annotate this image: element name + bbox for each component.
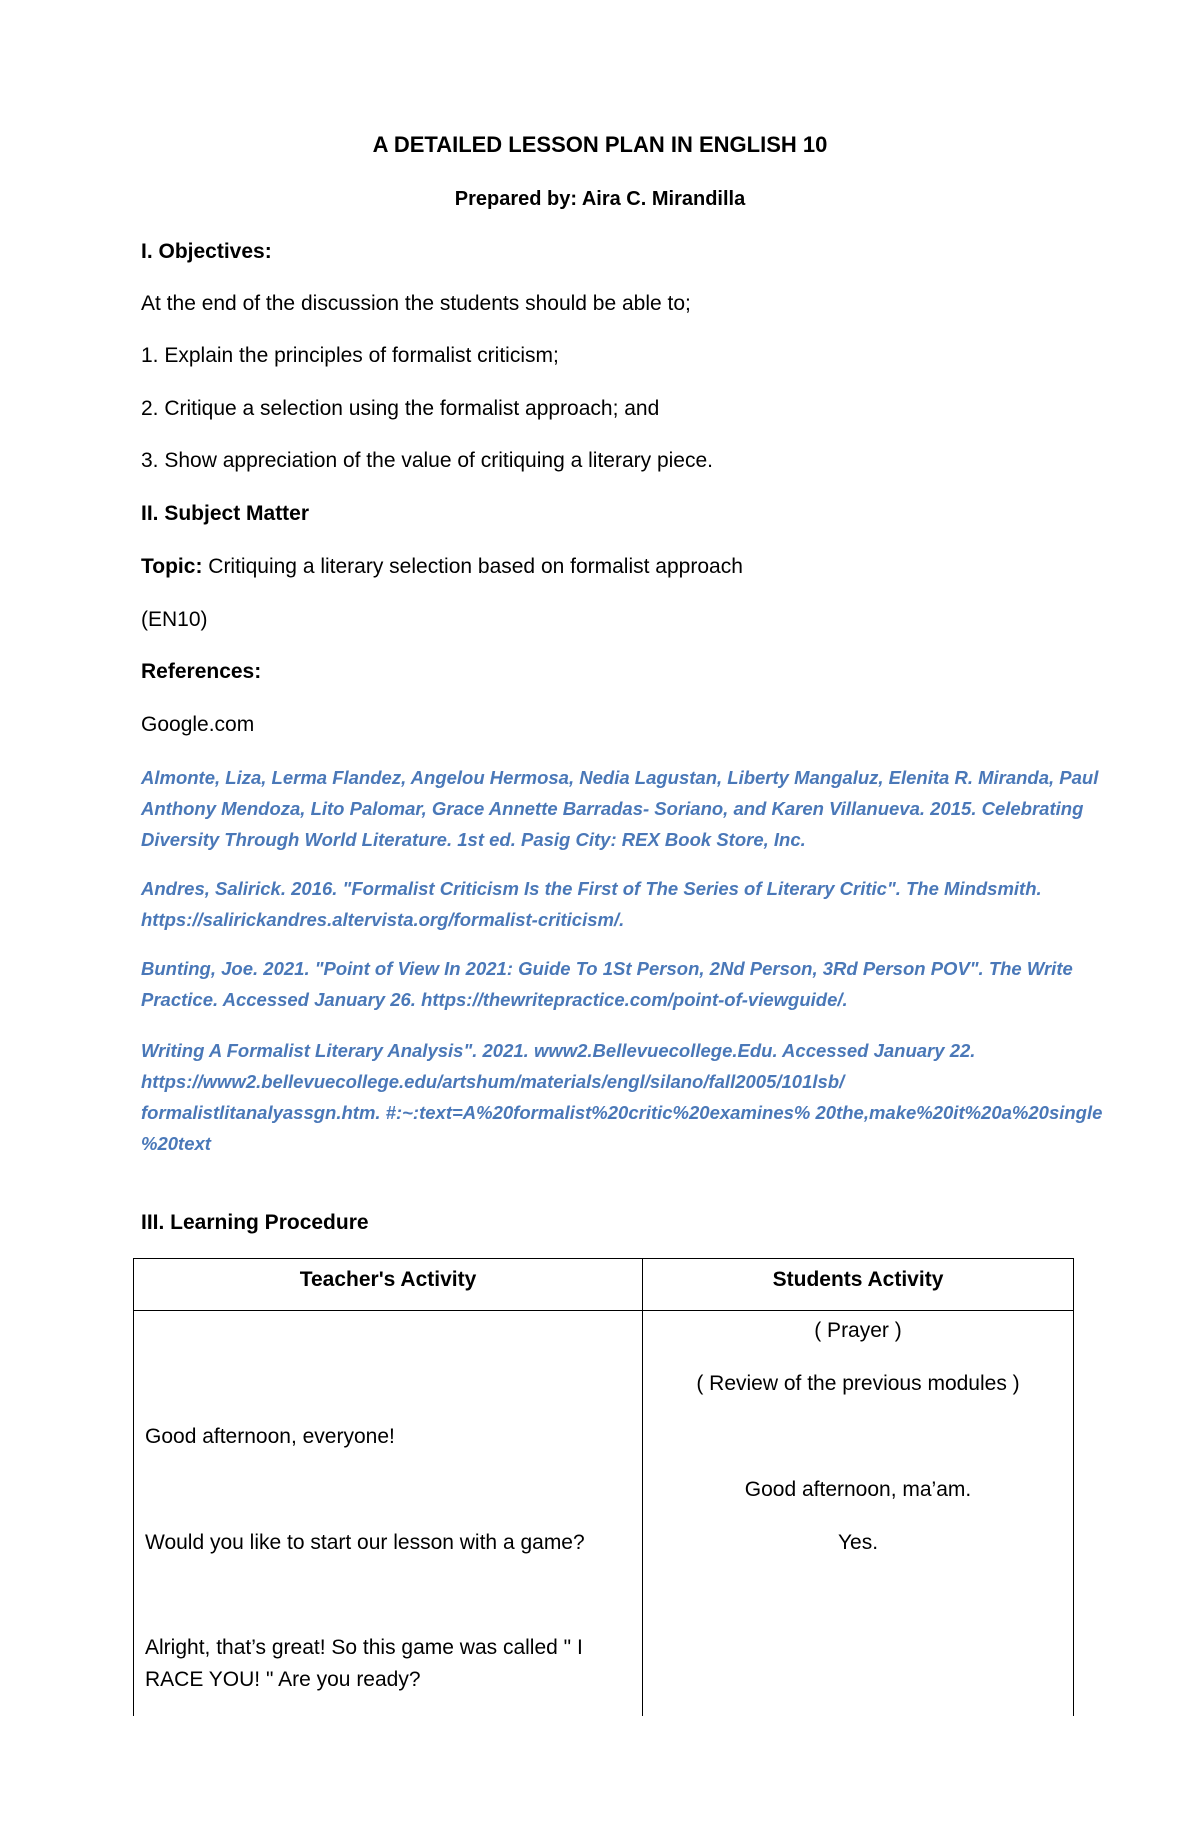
objective-item: 2. Critique a selection using the formalist approach; and: [141, 397, 660, 420]
reference-line: Practice. Accessed January 26. https://thewritepractice.com/point-of-viewguide/.: [141, 989, 848, 1010]
teacher-line: RACE YOU! " Are you ready?: [145, 1668, 421, 1691]
reference-google: Google.com: [141, 713, 255, 736]
document-title: A DETAILED LESSON PLAN IN ENGLISH 10: [372, 132, 828, 157]
prepared-by: Prepared by: Aira C. Mirandilla: [454, 188, 746, 210]
teacher-activity-header: Teacher's Activity: [134, 1259, 643, 1311]
reference-entry: [141, 1035, 1131, 1159]
topic-value: Critiquing a literary selection based on formalist approach: [202, 555, 743, 578]
teacher-line: Alright, that’s great! So this game was called " I: [145, 1636, 583, 1659]
student-line: Yes.: [837, 1531, 879, 1554]
reference-entry: [141, 762, 1131, 855]
reference-line: Bunting, Joe. 2021. "Point of View In 2021: Guide To 1St Person, 2Nd Person, 3Rd Person POV". The Write: [141, 958, 1073, 979]
learning-procedure-table: [133, 1258, 1074, 1716]
references-heading: References:: [141, 660, 262, 683]
topic-line: [141, 553, 743, 581]
reference-entry: [141, 953, 1131, 1015]
teacher-line: Good afternoon, everyone!: [145, 1425, 395, 1448]
reference-line: Almonte, Liza, Lerma Flandez, Angelou Hermosa, Nedia Lagustan, Liberty Mangaluz, Elenita R. Miranda, Paul: [141, 767, 1099, 788]
objective-item: 3. Show appreciation of the value of critiquing a literary piece.: [141, 449, 713, 472]
subject-matter-heading: II. Subject Matter: [141, 502, 310, 525]
subject-code: (EN10): [141, 608, 208, 631]
reference-line: Anthony Mendoza, Lito Palomar, Grace Annette Barradas- Soriano, and Karen Villanueva. 2015. Celebrating: [141, 798, 1084, 819]
reference-line: https://www2.bellevuecollege.edu/artshum/materials/engl/silano/fall2005/101lsb/: [141, 1071, 845, 1092]
objectives-intro: At the end of the discussion the students should be able to;: [141, 292, 691, 315]
reference-line: Writing A Formalist Literary Analysis". 2021. www2.Bellevuecollege.Edu. Accessed January 22.: [141, 1040, 976, 1061]
reference-line: %20text: [141, 1133, 211, 1154]
student-line: Good afternoon, ma’am.: [744, 1478, 972, 1501]
teacher-line: Would you like to start our lesson with a game?: [145, 1531, 585, 1554]
objectives-heading: I. Objectives:: [141, 240, 272, 263]
student-line: ( Prayer ): [814, 1319, 902, 1342]
reference-line: Diversity Through World Literature. 1st ed. Pasig City: REX Book Store, Inc.: [141, 829, 806, 850]
objective-item: 1. Explain the principles of formalist criticism;: [141, 344, 559, 367]
student-line: ( Review of the previous modules ): [696, 1372, 1020, 1395]
learning-procedure-heading: III. Learning Procedure: [141, 1211, 369, 1234]
students-activity-header: Students Activity: [643, 1259, 1074, 1311]
reference-line: https://salirickandres.altervista.org/formalist-criticism/.: [141, 909, 625, 930]
students-activity-cell: [643, 1311, 1074, 1717]
reference-line: formalistlitanalyassgn.htm. #:~:text=A%20formalist%20critic%20examines% 20the,make%20it%20a%20single: [141, 1102, 1103, 1123]
teacher-activity-cell: [134, 1311, 643, 1717]
reference-line: Andres, Salirick. 2016. "Formalist Criticism Is the First of The Series of Literary Critic". The Mindsmith.: [141, 878, 1042, 899]
topic-label: Topic:: [141, 555, 203, 578]
reference-entry: [141, 873, 1131, 935]
